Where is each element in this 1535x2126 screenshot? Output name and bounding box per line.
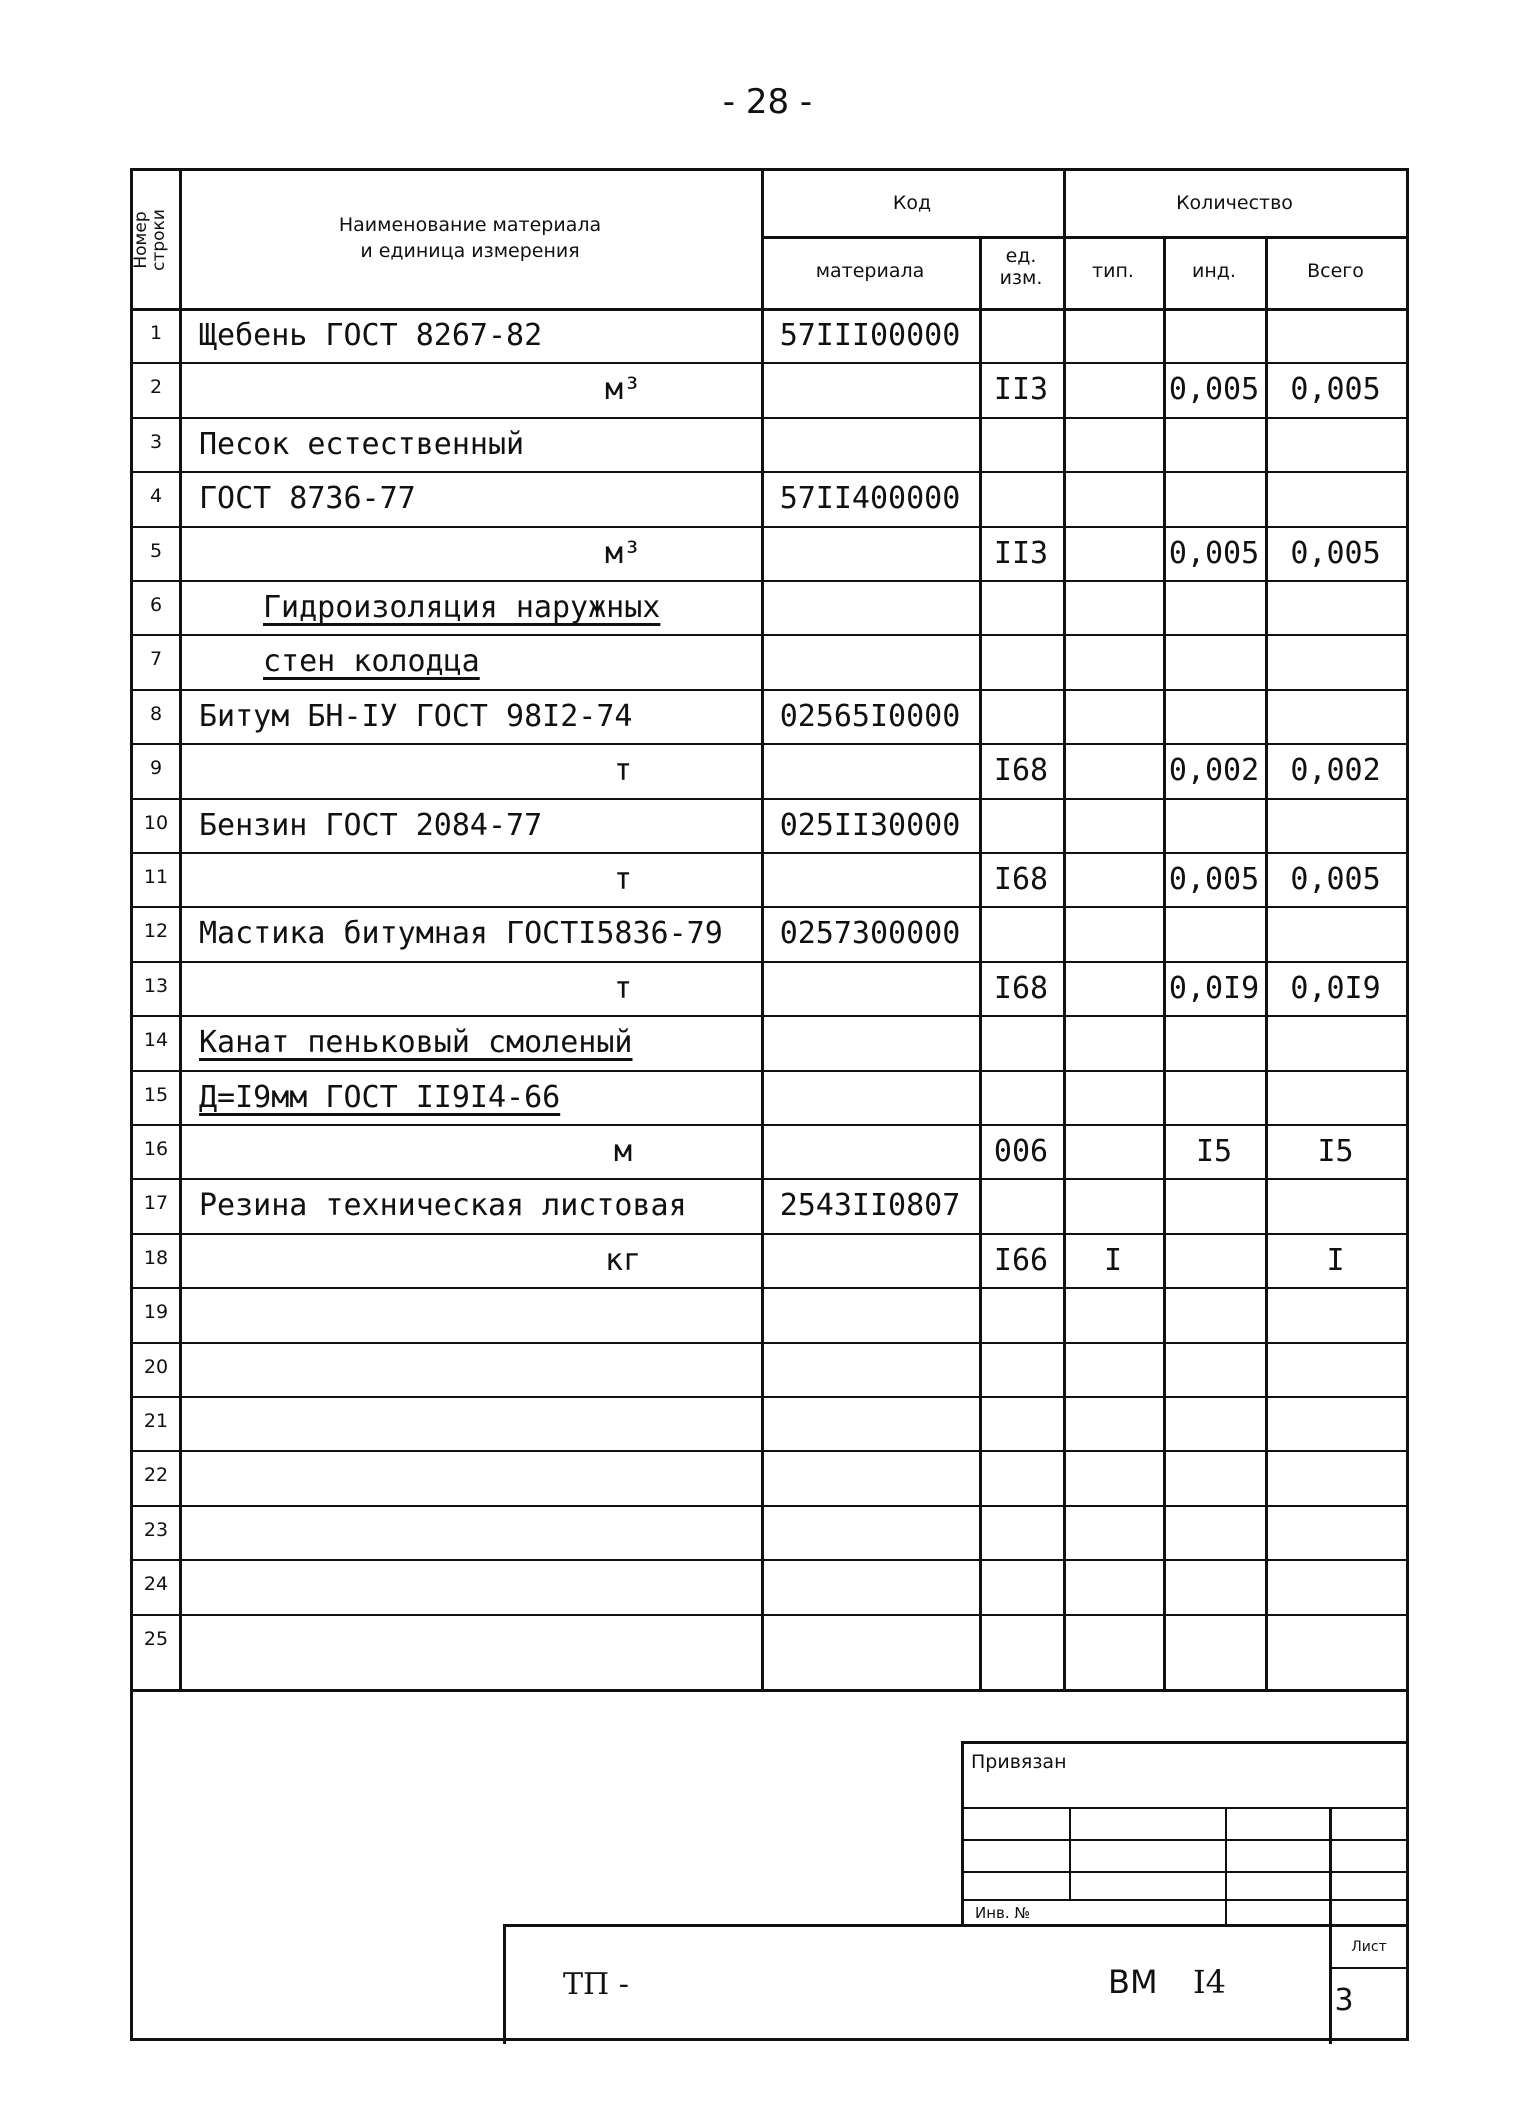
unit-code: I66 <box>993 1242 1049 1278</box>
qty-total: 0,005 <box>1290 535 1381 571</box>
row-number: 5 <box>149 539 163 562</box>
material-unit: м³ <box>604 372 642 408</box>
row-number: 21 <box>143 1410 169 1432</box>
row-number: 11 <box>143 866 169 888</box>
quantity-header: Количество <box>1176 192 1293 214</box>
material-unit: кг <box>604 1242 642 1278</box>
row-number: 9 <box>149 757 163 780</box>
qty-total: I5 <box>1317 1134 1354 1169</box>
qty-total: 0,002 <box>1290 753 1381 789</box>
unit-code: I68 <box>993 862 1049 897</box>
qty-ind: 0,005 <box>1168 862 1260 897</box>
code-unit-header: ед. изм. <box>999 245 1043 289</box>
row-number: 19 <box>143 1301 169 1324</box>
row-number: 1 <box>149 322 163 344</box>
row-number: 15 <box>143 1083 169 1106</box>
unit-code: I68 <box>993 753 1049 789</box>
material-name: Битум БН-IУ ГОСТ 98I2-74 <box>199 698 633 734</box>
material-code: 02565I0000 <box>779 698 961 734</box>
qty-ind: 0,0I9 <box>1168 970 1260 1006</box>
row-number: 4 <box>149 485 163 508</box>
page-number: - 28 - <box>722 82 813 122</box>
qty-typ: I <box>1103 1242 1123 1278</box>
qty-typ-header: тип. <box>1092 260 1134 282</box>
material-code: 57II400000 <box>779 481 961 517</box>
row-number: 17 <box>143 1192 169 1215</box>
qty-total: 0,005 <box>1290 862 1381 897</box>
material-name: стен колодца <box>263 644 480 680</box>
material-code: 025II30000 <box>779 807 961 843</box>
row-number: 3 <box>149 430 163 453</box>
code-header: Код <box>892 192 932 214</box>
inv-number-label: Инв. № <box>975 1904 1031 1922</box>
qty-total: 0,005 <box>1290 372 1381 408</box>
row-number: 14 <box>143 1029 169 1052</box>
qty-ind: 0,005 <box>1168 372 1260 408</box>
unit-code: II3 <box>993 372 1049 408</box>
material-name: Гидроизоляция наружных <box>263 590 661 625</box>
row-number: 23 <box>143 1518 169 1541</box>
row-number: 8 <box>149 702 163 725</box>
unit-code: II3 <box>993 535 1049 571</box>
row-number: 10 <box>143 811 169 834</box>
material-name: Бензин ГОСТ 2084-77 <box>199 807 543 843</box>
material-unit: м <box>613 1134 633 1169</box>
sheet-label: Лист <box>1351 1939 1387 1955</box>
sheet-number: 3 <box>1334 1983 1354 2018</box>
doc-code: ВМ <box>1108 1963 1158 2001</box>
qty-ind: I5 <box>1195 1134 1233 1169</box>
qty-total: 0,0I9 <box>1290 970 1381 1006</box>
row-number: 18 <box>143 1246 169 1269</box>
row-number: 20 <box>143 1355 169 1378</box>
row-number: 13 <box>143 974 169 997</box>
row-number: 2 <box>149 376 163 399</box>
material-name: Резина техническая листовая <box>199 1188 687 1224</box>
row-number-header: Номер строки <box>131 209 169 271</box>
row-number: 22 <box>143 1464 169 1487</box>
material-unit: м³ <box>604 535 642 571</box>
row-number: 6 <box>149 594 163 616</box>
material-unit: т <box>613 970 633 1006</box>
doc-number: I4 <box>1193 1963 1226 2001</box>
linked-label: Привязан <box>971 1751 1067 1773</box>
material-table-frame <box>130 168 1409 2041</box>
material-name: Д=I9мм ГОСТ II9I4-66 <box>199 1079 561 1115</box>
material-unit: т <box>613 862 633 897</box>
material-code: 57III00000 <box>779 318 961 353</box>
qty-ind: 0,002 <box>1168 753 1260 789</box>
unit-code: 006 <box>993 1134 1049 1169</box>
row-number: 16 <box>143 1138 169 1160</box>
material-name: ГОСТ 8736-77 <box>199 481 416 517</box>
row-number: 25 <box>143 1627 169 1650</box>
row-number: 24 <box>143 1573 169 1596</box>
material-name: Канат пеньковый смоленый <box>199 1025 633 1061</box>
doc-prefix: ТП - <box>563 1967 629 2002</box>
material-name: Песок естественный <box>199 426 525 462</box>
row-number: 7 <box>149 648 163 671</box>
code-material-header: материала <box>815 260 925 282</box>
material-code: 0257300000 <box>779 916 961 952</box>
material-name: Щебень ГОСТ 8267-82 <box>199 318 543 353</box>
qty-total-header: Всего <box>1307 260 1364 282</box>
material-name: Мастика битумная ГОСТI5836-79 <box>199 916 723 952</box>
name-header: Наименование материала и единица измерения <box>338 214 602 262</box>
qty-ind: 0,005 <box>1168 535 1260 571</box>
qty-ind-header: инд. <box>1192 260 1236 282</box>
material-code: 2543II0807 <box>779 1188 961 1224</box>
qty-total: I <box>1326 1242 1345 1278</box>
material-unit: т <box>613 753 633 789</box>
row-number: 12 <box>143 920 169 943</box>
unit-code: I68 <box>993 970 1049 1006</box>
